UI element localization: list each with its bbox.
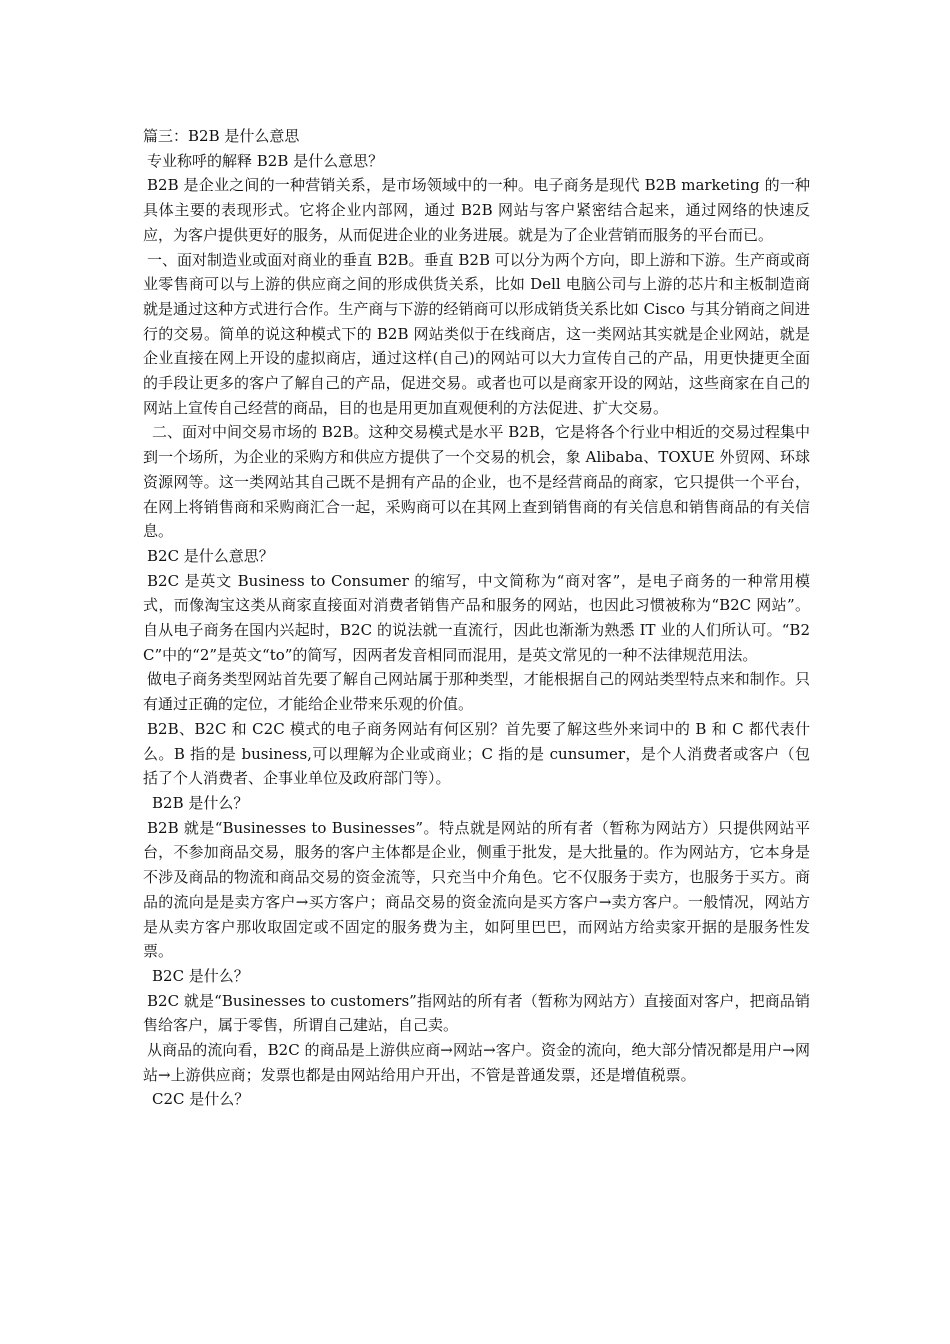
paragraph-horizontal-b2b: 二、面对中间交易市场的 B2B。这种交易模式是水平 B2B，它是将各个行业中相近的交易过程集中到一个场所，为企业的采购方和供应方提供了一个交易的机会，象 Alibaba、TOXUE 外贸网、环球资源网等。这一类网站其自己既不是拥有产品的企业，也不是经营商品的商家，它只提供一个平台，在网上将销售商和采购商汇合一起，采购商可以在其网上查到销售商的有关信息和销售商品的有关信息。 [143, 423, 810, 541]
paragraph-b2c-flow: 从商品的流向看，B2C 的商品是上游供应商→网站→客户。资金的流向，绝大部分情况都是用户→网站→上游供应商；发票也都是由网站给用户开出，不管是普通发票，还是增值税票。 [143, 1041, 810, 1084]
subheading-what-is-b2b: B2B 是什么？ [152, 793, 249, 812]
paragraph-b2c-explained: B2C 就是“Businesses to customers”指网站的所有者（暂称为网站方）直接面对客户，把商品销售给客户，属于零售，所谓自己建站，自己卖。 [143, 991, 810, 1035]
subheading-what-is-b2c: B2C 是什么？ [152, 966, 249, 985]
paragraph-site-positioning: 做电子商务类型网站首先要了解自己网站属于那种类型，才能根据自己的网站类型特点来和制作。只有通过正确的定位，才能给企业带来乐观的价值。 [143, 670, 810, 714]
paragraph-b2b-definition: B2B 是企业之间的一种营销关系，是市场领域中的一种。电子商务是现代 B2B marketing 的一种具体主要的表现形式。它将企业内部网，通过 B2B 网站与客户紧密结合起来，通过网络的快速反应，为客户提供更好的服务，从而促进企业的业务进展。就是为了企业营销而服务的平台而已。 [143, 176, 810, 244]
subheading-what-is-c2c: C2C 是什么？ [152, 1090, 250, 1109]
subheading-b2b-meaning: 专业称呼的解释 B2B 是什么意思？ [147, 151, 384, 170]
paragraph-vertical-b2b: 一、面对制造业或面对商业的垂直 B2B。垂直 B2B 可以分为两个方向，即上游和下游。生产商或商业零售商可以与上游的供应商之间的形成供货关系，比如 Dell 电脑公司与上游的芯片和主板制造商就是通过这种方式进行合作。生产商与下游的经销商可以形成销货关系比如 Cisco 与其分销商之间进行的交易。简单的说这种模式下的 B2B 网站类似于在线商店，这一类网站其实就是企业网站，就是企业直接在网上开设的虚拟商店，通过这样(自己)的网站可以大力宣传自己的产品，用更快捷更全面的手段让更多的客户了解自己的产品，促进交易。或者也可以是商家开设的网站，这些商家在自己的网站上宣传自己经营的商品，目的也是用更加直观便利的方法促进、扩大交易。 [143, 250, 810, 417]
paragraph-b2b-explained: B2B 就是“Businesses to Businesses”。特点就是网站的所有者（暂称为网站方）只提供网站平台，不参加商品交易，服务的客户主体都是企业，侧重于批发，是大批量的。作为网站方，它本身是不涉及商品的物流和商品交易的资金流等，只充当中介角色。它不仅服务于卖方，也服务于买方。商品的流向是是卖方客户→买方客户；商品交易的资金流向是买方客户→卖方客户。一般情况，网站方是从卖方客户那收取固定或不固定的服务费为主，如阿里巴巴，而网站方给卖家开据的是服务性发票。 [143, 818, 810, 961]
section-heading: 篇三：B2B 是什么意思 [143, 127, 300, 145]
paragraph-b2c-definition: B2C 是英文 Business to Consumer 的缩写，中文简称为“商对客”，是电子商务的一种常用模式，而像淘宝这类从商家直接面对消费者销售产品和服务的网站，也因此习惯被称为“B2C 网站”。自从电子商务在国内兴起时，B2C 的说法就一直流行，因此也渐渐为熟悉 IT 业的人们所认可。“B2C”中的“2”是英文“to”的简写，因两者发音相同而混用，是英文常见的一种不法律规范用法。 [143, 571, 810, 664]
paragraph-model-differences: B2B、B2C 和 C2C 模式的电子商务网站有何区别？首先要了解这些外来词中的 B 和 C 都代表什么。B 指的是 business,可以理解为企业或商业；C 指的是 cunsumer，是个人消费者或客户（包括了个人消费者、企事业单位及政府部门等）。 [143, 719, 810, 788]
document-page [143, 124, 810, 1112]
subheading-b2c-meaning: B2C 是什么意思？ [147, 546, 274, 565]
